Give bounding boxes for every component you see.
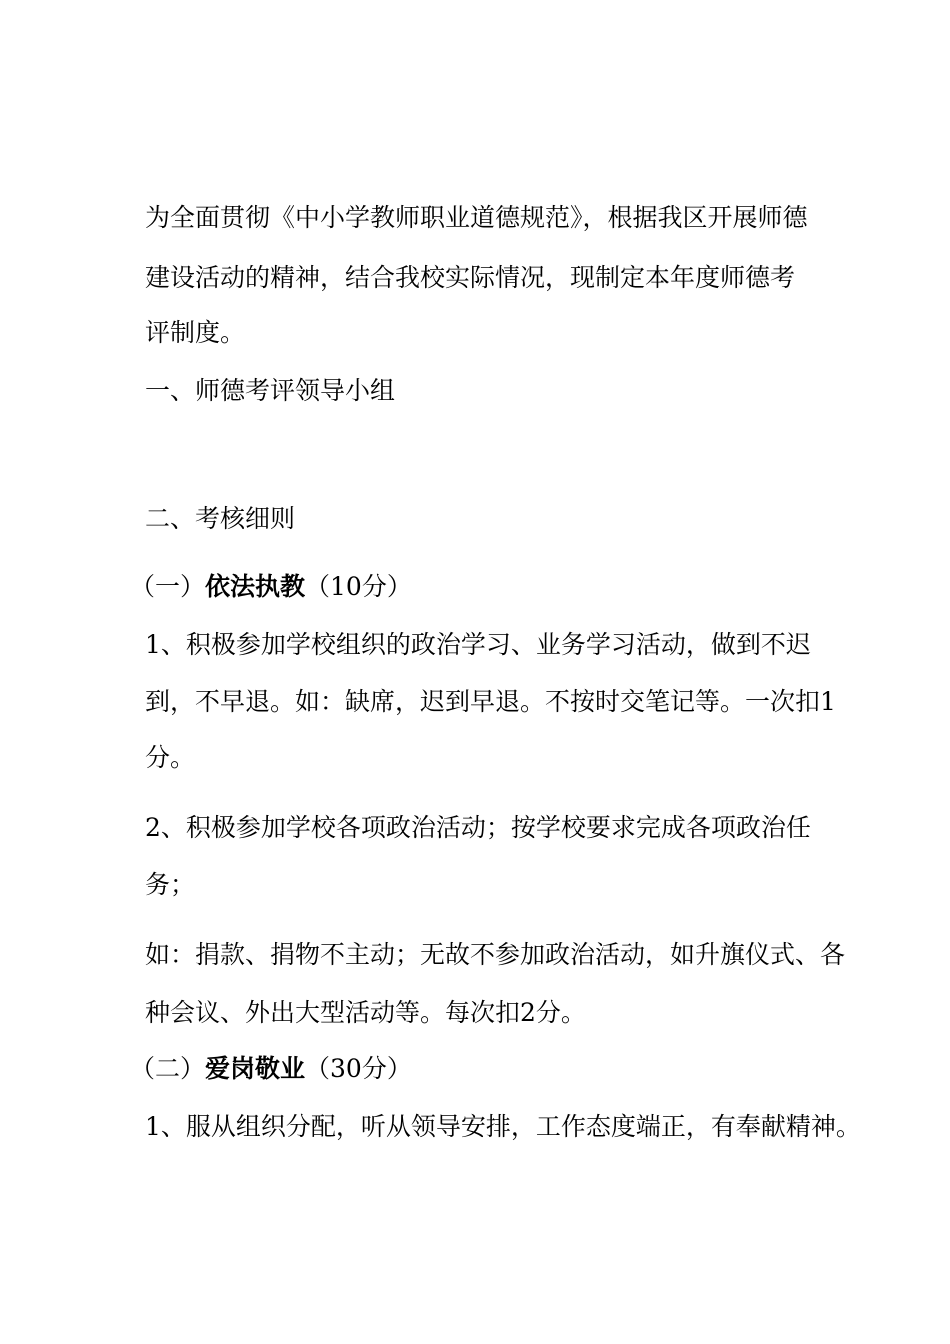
section-2-heading (130, 1054, 412, 1084)
section-1-item-1-line-2: 到，不早退。如：缺席，迟到早退。不按时交笔记等。一次扣1 (145, 687, 836, 716)
intro-line-1: 为全面贯彻《中小学教师职业道德规范》，根据我区开展师德 (145, 203, 808, 232)
section-2-item-1-line-1: 1、服从组织分配，听从领导安排，工作态度端正，有奉献精神。 (145, 1112, 861, 1141)
heading-assessment-rules: 二、考核细则 (145, 504, 296, 533)
section-1-points: （10分） (305, 572, 412, 601)
section-1-item-2-line-1: 2、积极参加学校各项政治活动；按学校要求完成各项政治任 (145, 813, 811, 842)
section-2-prefix: （二） (130, 1054, 206, 1083)
intro-line-3: 评制度。 (145, 318, 246, 347)
section-1-example-line-1: 如：捐款、捐物不主动；无故不参加政治活动，如升旗仪式、各 (145, 940, 846, 969)
section-1-heading (130, 572, 412, 602)
section-1-item-1-line-1: 1、积极参加学校组织的政治学习、业务学习活动，做到不迟 (145, 630, 811, 659)
section-1-item-2-line-2: 务； (145, 870, 196, 899)
heading-leadership-group: 一、师德考评领导小组 (145, 376, 396, 405)
section-1-title: 依法执教 (205, 572, 306, 601)
section-2-title: 爱岗敬业 (205, 1054, 306, 1083)
intro-line-2: 建设活动的精神，结合我校实际情况，现制定本年度师德考 (145, 263, 796, 292)
section-2-points: （30分） (305, 1054, 412, 1083)
section-1-prefix: （一） (130, 572, 206, 601)
section-1-example-line-2: 种会议、外出大型活动等。每次扣2分。 (145, 998, 586, 1027)
section-1-item-1-line-3: 分。 (145, 743, 196, 772)
